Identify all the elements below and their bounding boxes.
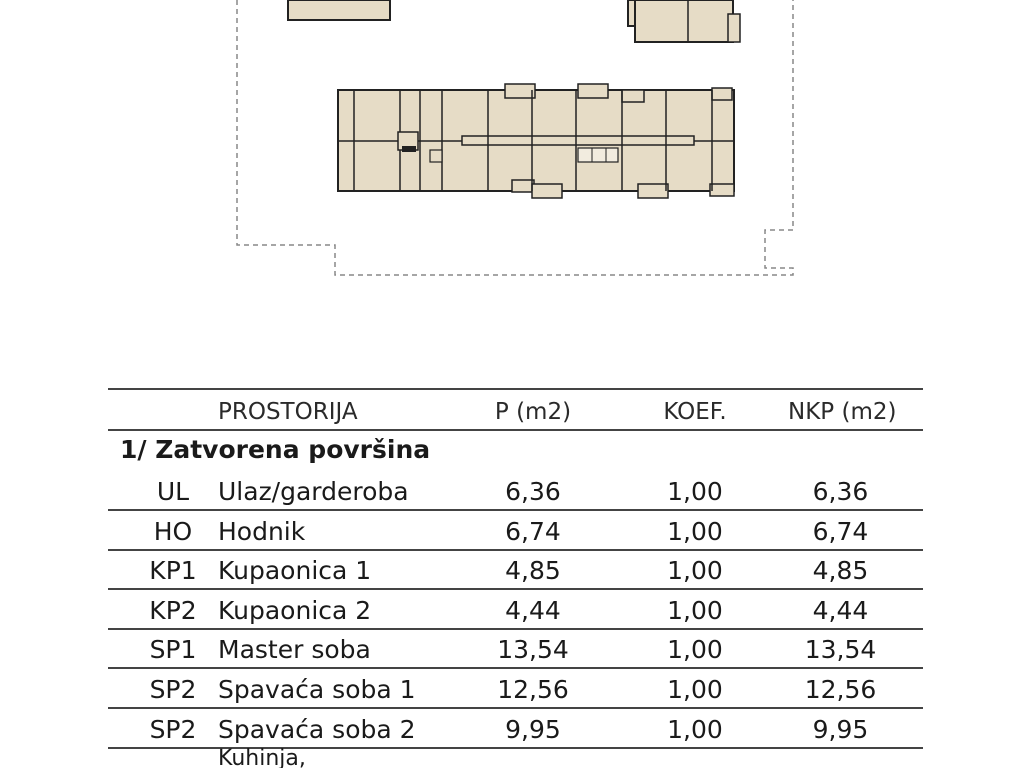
- table-row: [108, 470, 923, 511]
- room-coef: 1,00: [667, 477, 723, 506]
- room-area: 12,56: [497, 675, 569, 704]
- room-coef: 1,00: [667, 714, 723, 744]
- room-code: SP2: [149, 714, 197, 744]
- room-net-area: 6,74: [812, 516, 869, 546]
- room-coef: 1,00: [667, 516, 723, 546]
- room-code: SP1: [149, 635, 197, 665]
- room-name: Kupaonica 2: [218, 595, 372, 625]
- table-row: [108, 628, 923, 669]
- room-coef: 1,00: [667, 635, 723, 665]
- header-room: PROSTORIJA: [218, 399, 358, 425]
- room-code: HO: [153, 516, 193, 546]
- room-name: Kupaonica 1: [218, 556, 372, 586]
- table-row: [108, 549, 923, 590]
- room-area: 13,54: [497, 635, 569, 665]
- room-name: Spavaća soba 2: [218, 714, 416, 744]
- room-net-area: 9,95: [812, 714, 869, 744]
- building-top-right: [628, 0, 740, 42]
- room-name: Master soba: [218, 635, 371, 665]
- room-area: 4,44: [505, 595, 561, 625]
- room-code: KP2: [149, 595, 197, 625]
- room-net-area: 12,56: [804, 675, 877, 704]
- room-code: KP1: [149, 556, 197, 586]
- room-area: 4,85: [505, 556, 561, 586]
- room-net-area: 4,85: [812, 556, 869, 586]
- room-area: 6,36: [505, 477, 561, 506]
- room-net-area: 4,44: [812, 595, 869, 625]
- room-coef: 1,00: [667, 675, 723, 704]
- room-coef: 1,00: [667, 556, 723, 586]
- building-top-left: [288, 0, 390, 20]
- table-row: [108, 589, 923, 630]
- site-plan-drawing: [0, 0, 1024, 300]
- section-title: 1/ Zatvorena površina: [120, 435, 431, 464]
- table-row: [108, 708, 923, 749]
- room-name: Spavaća soba 1: [218, 675, 416, 704]
- room-net-area: 6,36: [812, 477, 869, 506]
- table-row: [108, 510, 923, 551]
- room-area: 6,74: [505, 516, 561, 546]
- table-header: [108, 388, 923, 431]
- room-name: Ulaz/garderoba: [218, 477, 409, 506]
- table-row: [108, 668, 923, 709]
- header-area: P (m2): [494, 399, 572, 425]
- room-code: SP2: [149, 675, 197, 704]
- room-code: UL: [156, 477, 190, 506]
- header-net-area: NKP (m2): [788, 399, 897, 425]
- building-main: [338, 84, 734, 198]
- partial-row-name: Kuhinja,: [218, 748, 306, 768]
- room-area: 9,95: [505, 714, 561, 744]
- header-coef: KOEF.: [663, 399, 727, 425]
- room-name: Hodnik: [218, 516, 306, 546]
- room-coef: 1,00: [667, 595, 723, 625]
- room-net-area: 13,54: [804, 635, 877, 665]
